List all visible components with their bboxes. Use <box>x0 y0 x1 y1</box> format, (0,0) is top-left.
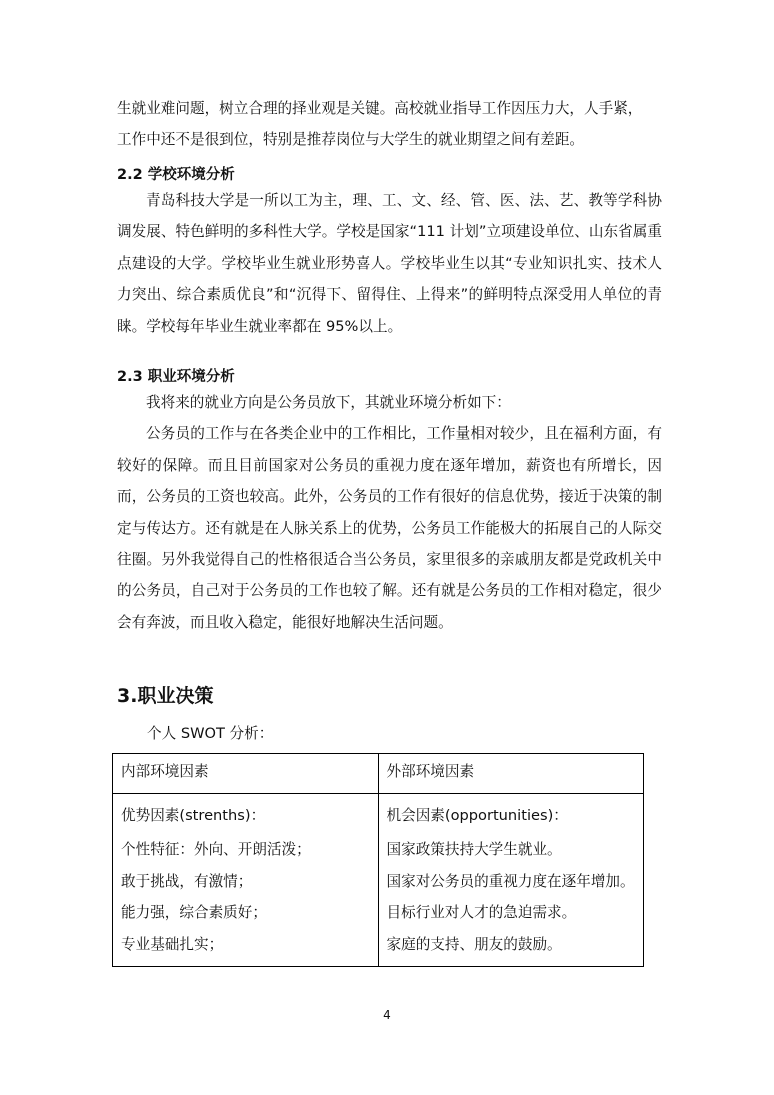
section-2-3-body <box>117 387 662 638</box>
internal-factors-header: 内部环境因素 <box>113 754 379 794</box>
strengths-title: 优势因素(strenths)： <box>121 807 266 824</box>
strengths-cell <box>113 794 379 967</box>
section-2-2-heading: 2.2 学校环境分析 <box>117 167 235 183</box>
opportunities-title: 机会因素(opportunities)： <box>386 807 568 824</box>
page-number: 4 <box>383 1008 391 1022</box>
strength-item: 专业基础扎实； <box>121 935 224 953</box>
intro-paragraph <box>117 93 662 156</box>
swot-title: 个人 SWOT 分析： <box>147 725 274 742</box>
opportunity-item: 家庭的支持、朋友的鼓励。 <box>386 935 562 953</box>
opportunity-item: 国家对公务员的重视力度在逐年增加。 <box>386 872 635 890</box>
strength-item: 能力强，综合素质好； <box>121 904 267 921</box>
swot-header-row <box>113 754 644 794</box>
school-environment-paragraph: 青岛科技大学是一所以工为主，理、工、文、经、管、医、法、艺、教等学科协调发展、特色鲜明的多科性大学。学校是国家“111 计划”立项建设单位、山东省属重点建设的大学。学校毕业生就业形势喜人。学校毕业生以其“专业知识扎实、技术人力突出、综合素质优良”和“沉得下、留得住、上得来”的鲜明特点深受用人单位的青睐。学校每年毕业生就业率都在 95%以上。 <box>117 192 662 335</box>
strength-item: 敢于挑战，有激情； <box>121 872 253 890</box>
swot-body-row <box>113 794 644 967</box>
section-2-2-body <box>117 185 662 342</box>
section-2-3-heading: 2.3 职业环境分析 <box>117 369 235 385</box>
opportunities-cell <box>378 794 644 967</box>
opportunity-item: 国家政策扶持大学生就业。 <box>386 841 562 858</box>
career-direction-paragraph: 我将来的就业方向是公务员放下，其就业环境分析如下： <box>146 394 511 411</box>
external-factors-header: 外部环境因素 <box>378 754 644 794</box>
intro-line-2: 工作中还不是很到位，特别是推荐岗位与大学生的就业期望之间有差距。 <box>117 131 585 149</box>
civil-servant-paragraph: 公务员的工作与在各类企业中的工作相比，工作量相对较少，且在福利方面，有较好的保障。而且目前国家对公务员的重视力度在逐年增加，薪资也有所增长，因而，公务员的工资也较高。此外，公务员的工作有很好的信息优势，接近于决策的制定与传达方。还有就是在人脉关系上的优势，公务员工作能极大的拓展自己的人际交往圈。另外我觉得自己的性格很适合当公务员，家里很多的亲戚朋友都是党政机关中的公务员，自己对于公务员的工作也较了解。还有就是公务员的工作相对稳定，很少会有奔波，而且收入稳定，能很好地解决生活问题。 <box>117 425 662 631</box>
swot-table <box>112 753 644 967</box>
intro-line-1: 生就业难问题，树立合理的择业观是关键。高校就业指导工作因压力大，人手紧， <box>117 100 643 117</box>
strength-item: 个性特征：外向、开朗活泼； <box>121 841 311 858</box>
section-3-heading: 3.职业决策 <box>117 685 214 707</box>
opportunity-item: 目标行业对人才的急迫需求。 <box>386 904 577 921</box>
